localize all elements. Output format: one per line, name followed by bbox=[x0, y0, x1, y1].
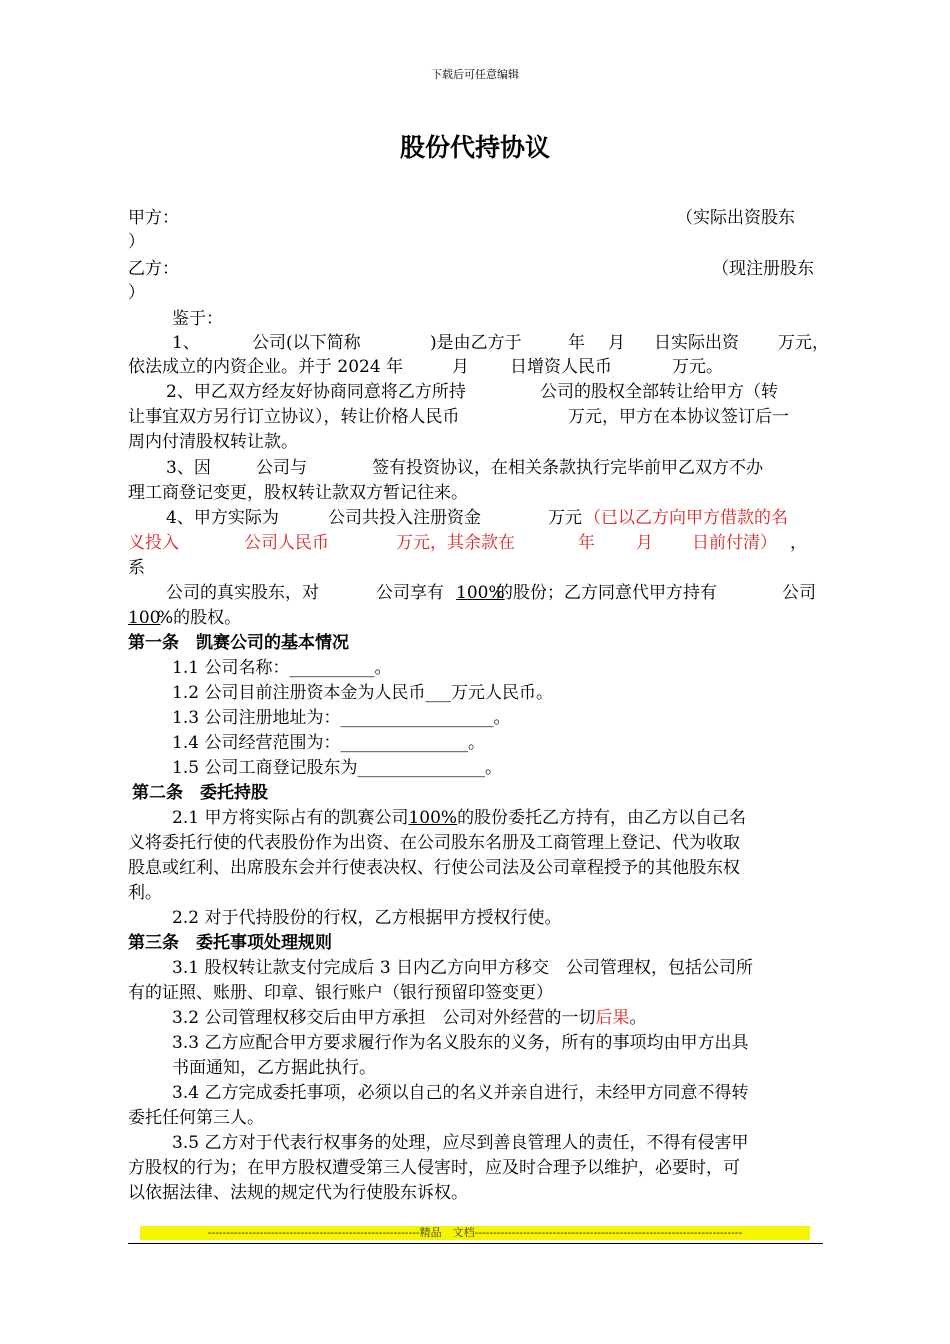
preamble-p2-line2-b: 万元，甲方在本协议签订后一 bbox=[568, 407, 789, 427]
article2-s1-line1: 2.1 甲方将实际占有的凯赛公司100%的股份委托乙方持有，由乙方以自己名 bbox=[172, 808, 747, 828]
preamble-p4-line2-red-d: 年 bbox=[578, 533, 595, 553]
preamble-p4-line2-red-a: 义投入 bbox=[128, 533, 179, 553]
footer-label: 精品 文档 bbox=[419, 1226, 475, 1239]
article3-s4-line2: 委托任何第三人。 bbox=[128, 1108, 264, 1128]
header-note: 下载后可任意编辑 bbox=[431, 68, 519, 81]
article1-item5: 1.5 公司工商登记股东为_______________。 bbox=[172, 758, 502, 778]
preamble-p1-b: 公司(以下简称 bbox=[252, 333, 361, 353]
article1-item3: 1.3 公司注册地址为：__________________。 bbox=[172, 708, 511, 728]
footer-rule bbox=[128, 1243, 823, 1244]
whereas-label: 鉴于： bbox=[172, 309, 223, 329]
article3-s4-line1: 3.4 乙方完成委托事项，必须以自己的名义并亲自进行，未经甲方同意不得转 bbox=[172, 1083, 749, 1103]
article1-item2: 1.2 公司目前注册资本金为人民币___万元人民币。 bbox=[172, 683, 553, 703]
preamble-p1-f: 日实际出资 bbox=[654, 333, 739, 353]
article3-s1-line2: 有的证照、账册、印章、银行账户（银行预留印签变更） bbox=[128, 983, 553, 1003]
preamble-p4-line1-b: 公司共投入注册资金 bbox=[328, 508, 481, 528]
preamble-p4-line1-c: 万元 bbox=[548, 508, 582, 528]
preamble-p4-line2-red-f: 日前付清） bbox=[692, 533, 777, 553]
preamble-p4-line1-a: 4、甲方实际为 bbox=[166, 508, 279, 528]
preamble-p2-line2-a: 让事宜双方另行订立协议），转让价格人民币 bbox=[128, 407, 460, 427]
party-a-role: （实际出资股东 bbox=[676, 208, 795, 228]
preamble-p1-line2-d: 万元。 bbox=[672, 357, 723, 377]
preamble-p1-d: 年 bbox=[568, 333, 585, 353]
party-a-close: ） bbox=[128, 232, 145, 252]
party-a-label: 甲方： bbox=[128, 208, 179, 228]
article2-heading: 第二条 委托持股 bbox=[132, 783, 268, 803]
preamble-p3-line1-b: 公司与 bbox=[256, 458, 307, 478]
article3-s3-line1: 3.3 乙方应配合甲方要求履行作为名义股东的义务，所有的事项均由甲方出具 bbox=[172, 1033, 749, 1053]
preamble-p1-line2-c: 日增资人民币 bbox=[510, 357, 612, 377]
preamble-p1-line2-a: 依法成立的内资企业。并于 2024 年 bbox=[128, 357, 404, 377]
article3-s5-line1: 3.5 乙方对于代表行权事务的处理，应尽到善良管理人的责任，不得有侵害甲 bbox=[172, 1133, 749, 1153]
article2-s1-line4: 利。 bbox=[128, 883, 162, 903]
preamble-p5-line2-b: %的股权。 bbox=[157, 608, 242, 628]
article2-s1-line3: 股息或红利、出席股东会并行使表决权、行使公司法及公司章程授予的其他股东权 bbox=[128, 858, 740, 878]
footer-dashes-right: ------------------------------------------------------------------------ bbox=[474, 1226, 743, 1239]
preamble-p1-e: 月 bbox=[608, 333, 625, 353]
document-title: 股份代持协议 bbox=[399, 133, 550, 162]
article3-s1-line1: 3.1 股权转让款支付完成后 3 日内乙方向甲方移交 公司管理权，包括公司所 bbox=[172, 958, 754, 978]
preamble-p5-line1-u: 100% bbox=[456, 583, 505, 603]
party-b-role: （现注册股东 bbox=[712, 259, 814, 279]
preamble-p1-g: 万元， bbox=[778, 333, 829, 353]
preamble-p4-line2-red-e: 月 bbox=[636, 533, 653, 553]
preamble-p3-line2: 理工商登记变更，股权转让款双方暂记往来。 bbox=[128, 483, 468, 503]
preamble-p4-line1-red: （已以乙方向甲方借款的名 bbox=[584, 508, 788, 528]
party-b-close: ） bbox=[128, 283, 145, 303]
footer-dashes-left: --------------------------------------------------------- bbox=[207, 1226, 420, 1239]
preamble-p5-line1-a: 公司的真实股东，对 bbox=[166, 583, 319, 603]
footer-band bbox=[140, 1226, 810, 1240]
article3-s5-line3: 以依据法律、法规的规定代为行使股东诉权。 bbox=[128, 1183, 468, 1203]
preamble-p1-line2-b: 月 bbox=[452, 357, 469, 377]
article3-s5-line2: 方股权的行为；在甲方股权遭受第三人侵害时，应及时合理予以维护，必要时，可 bbox=[128, 1158, 740, 1178]
article1-item4: 1.4 公司经营范围为：_______________。 bbox=[172, 733, 485, 753]
preamble-p2-line1-b: 公司的股权全部转让给甲方（转 bbox=[540, 382, 778, 402]
article1-item1: 1.1 公司名称：__________。 bbox=[172, 658, 392, 678]
preamble-p5-line1-d: 公司 bbox=[782, 583, 816, 603]
preamble-p1-a: 1、 bbox=[172, 333, 200, 353]
article2-s2: 2.2 对于代持股份的行权，乙方根据甲方授权行使。 bbox=[172, 908, 562, 928]
party-b-label: 乙方： bbox=[128, 259, 179, 279]
preamble-p4-line2-end: ， bbox=[790, 533, 807, 553]
article1-heading: 第一条 凯赛公司的基本情况 bbox=[128, 633, 349, 653]
article3-s3-line2: 书面通知，乙方据此执行。 bbox=[172, 1058, 376, 1078]
preamble-p2-line3: 周内付清股权转让款。 bbox=[128, 432, 298, 452]
preamble-p3-line1-a: 3、因 bbox=[166, 458, 211, 478]
preamble-p5-line1-c: 的股份；乙方同意代甲方持有 bbox=[496, 583, 717, 603]
preamble-p4-line2-red-b: 公司人民币 bbox=[244, 533, 329, 553]
preamble-p5-line1-b: 公司享有 bbox=[376, 583, 444, 603]
preamble-p5-line2-u: 100 bbox=[128, 608, 161, 628]
article2-s1-line2: 义将委托行使的代表股份作为出资、在公司股东名册及工商管理上登记、代为收取 bbox=[128, 833, 740, 853]
preamble-p1-c: )是由乙方于 bbox=[430, 333, 522, 353]
preamble-p3-line1-c: 签有投资协议，在相关条款执行完毕前甲乙双方不办 bbox=[372, 458, 763, 478]
article3-heading: 第三条 委托事项处理规则 bbox=[128, 933, 332, 953]
preamble-p2-line1-a: 2、甲乙双方经友好协商同意将乙方所持 bbox=[166, 382, 466, 402]
preamble-p4-line3: 系 bbox=[128, 558, 145, 578]
article3-s2: 3.2 公司管理权移交后由甲方承担 公司对外经营的一切后果。 bbox=[172, 1008, 647, 1028]
preamble-p4-line2-red-c: 万元，其余款在 bbox=[396, 533, 515, 553]
